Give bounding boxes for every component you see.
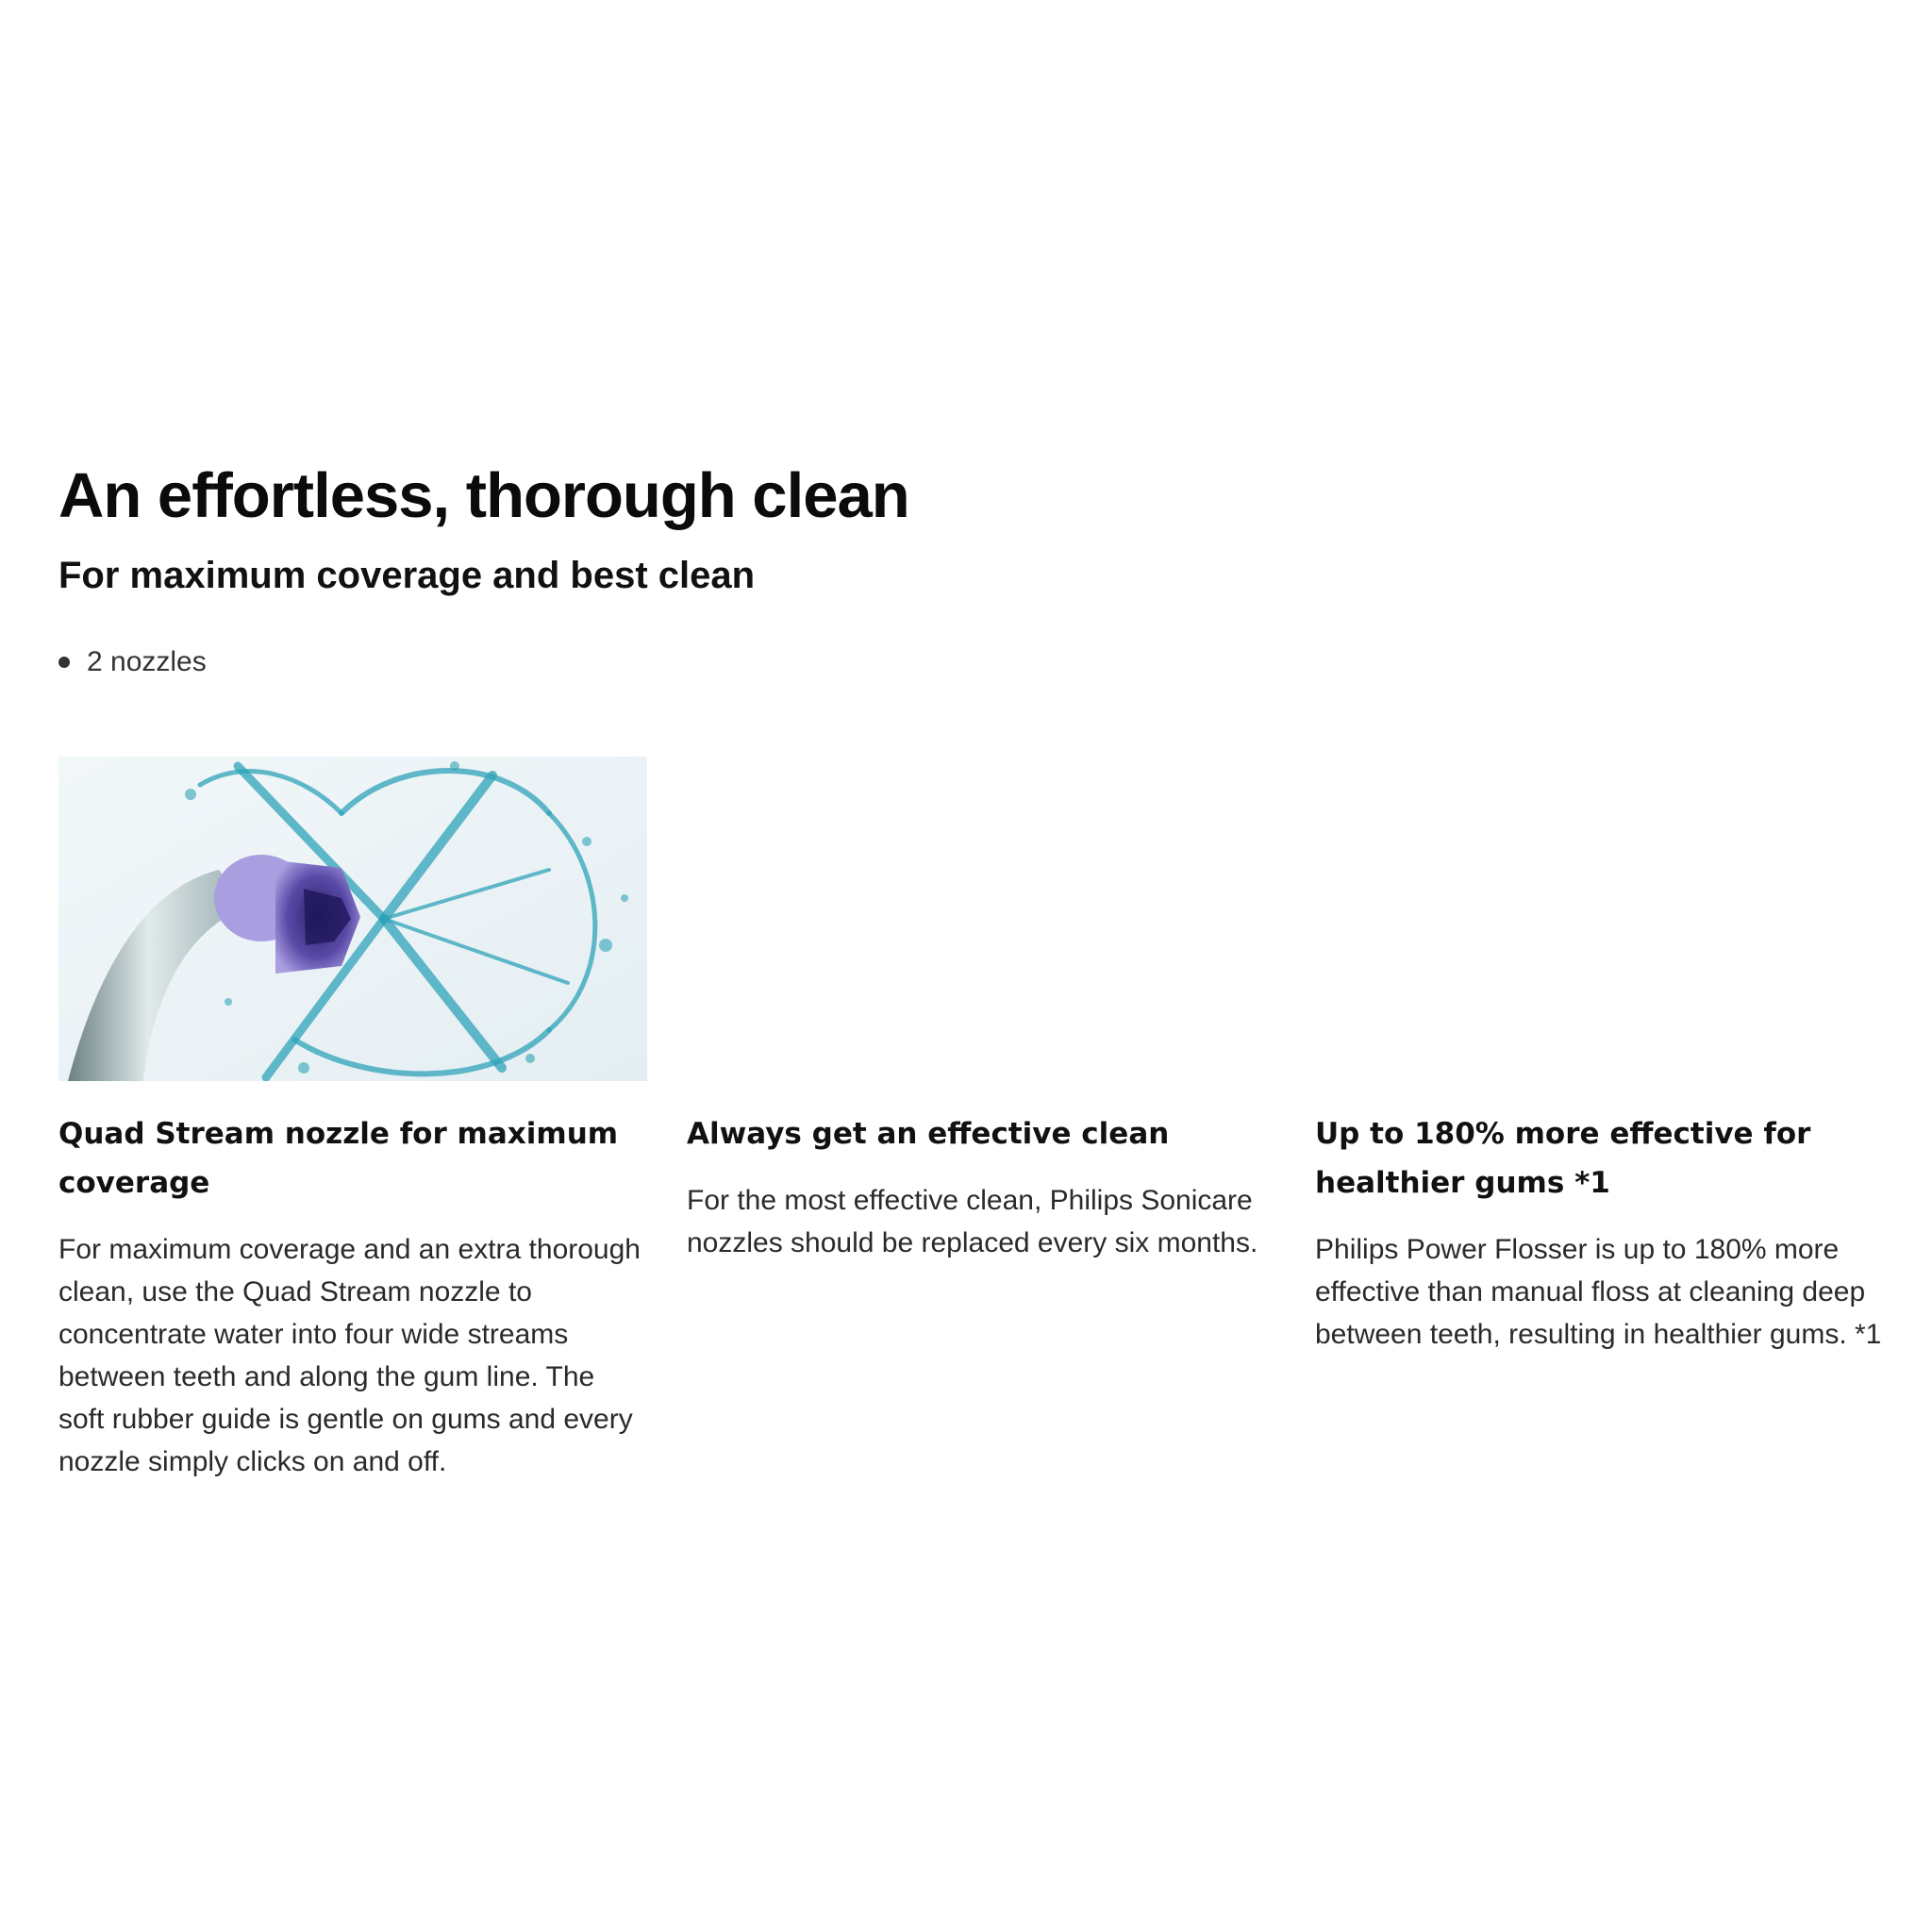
section-heading: An effortless, thorough clean	[58, 460, 909, 531]
quad-stream-nozzle-image	[58, 757, 647, 1081]
feature-quad-stream	[58, 1109, 647, 1483]
feature-body: For the most effective clean, Philips Sonicare nozzles should be replaced every six months.	[687, 1185, 1258, 1258]
bullet-item	[58, 643, 1907, 681]
feature-title: Quad Stream nozzle for maximum coverage	[58, 1117, 619, 1200]
bullet-dot-icon	[58, 657, 70, 668]
nozzle-splash-illustration	[58, 757, 647, 1081]
feature-columns	[58, 1109, 1907, 1506]
feature-effective-clean	[687, 1109, 1275, 1264]
feature-title: Up to 180% more effective for healthier gums *1	[1315, 1117, 1811, 1200]
feature-section	[58, 451, 1907, 681]
feature-healthier-gums	[1315, 1109, 1904, 1356]
section-subheading: For maximum coverage and best clean	[58, 555, 756, 596]
bullet-text: 2 nozzles	[87, 646, 207, 677]
feature-body: For maximum coverage and an extra thorough clean, use the Quad Stream nozzle to concentrate water into four wide streams between teeth and along the gum line. The soft rubber guide is gentle on gums and every nozzle simply clicks on and off.	[58, 1234, 641, 1477]
bullet-list	[58, 643, 1907, 681]
feature-title: Always get an effective clean	[687, 1117, 1170, 1151]
feature-body: Philips Power Flosser is up to 180% more effective than manual floss at cleaning deep between teeth, resulting in healthier gums. *1	[1315, 1234, 1882, 1350]
